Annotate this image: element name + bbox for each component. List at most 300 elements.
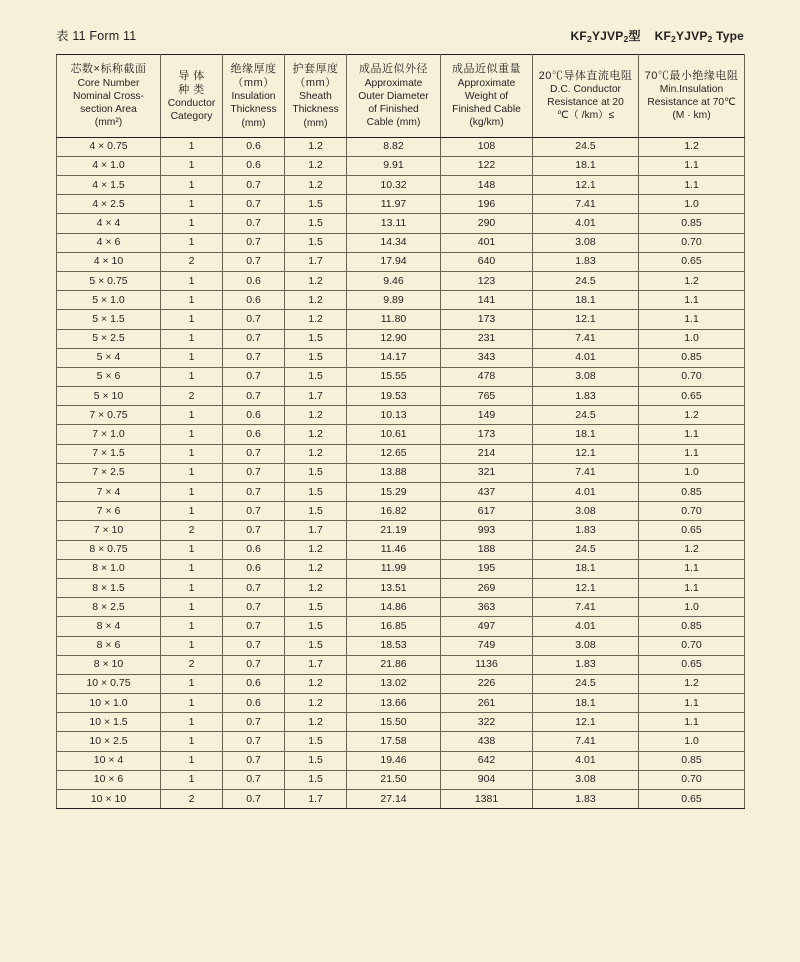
table-cell: 1 xyxy=(161,578,223,597)
table-cell: 16.82 xyxy=(347,502,441,521)
table-cell: 149 xyxy=(441,406,533,425)
table-cell: 12.1 xyxy=(533,444,639,463)
column-header-3 xyxy=(285,55,347,138)
table-cell: 16.85 xyxy=(347,617,441,636)
table-cell: 1.83 xyxy=(533,655,639,674)
table-cell: 0.6 xyxy=(223,559,285,578)
cell-core-size: 8 × 2.5 xyxy=(57,598,161,617)
cell-core-size: 10 × 4 xyxy=(57,751,161,770)
table-cell: 1.5 xyxy=(285,617,347,636)
table-row xyxy=(57,598,745,617)
table-cell: 1.1 xyxy=(639,291,745,310)
table-cell: 0.7 xyxy=(223,732,285,751)
table-row xyxy=(57,540,745,559)
table-cell: 3.08 xyxy=(533,502,639,521)
table-cell: 7.41 xyxy=(533,329,639,348)
table-cell: 231 xyxy=(441,329,533,348)
table-cell: 1 xyxy=(161,598,223,617)
table-cell: 0.6 xyxy=(223,674,285,693)
table-cell: 7.41 xyxy=(533,463,639,482)
table-cell: 401 xyxy=(441,233,533,252)
cell-core-size: 4 × 1.5 xyxy=(57,176,161,195)
table-cell: 1 xyxy=(161,425,223,444)
column-header-4 xyxy=(347,55,441,138)
table-cell: 0.7 xyxy=(223,233,285,252)
cell-core-size: 8 × 6 xyxy=(57,636,161,655)
table-cell: 1 xyxy=(161,559,223,578)
table-cell: 322 xyxy=(441,713,533,732)
table-cell: 1.1 xyxy=(639,559,745,578)
cell-core-size: 4 × 2.5 xyxy=(57,195,161,214)
column-header-en-line: Insulation xyxy=(231,91,276,103)
table-cell: 18.1 xyxy=(533,291,639,310)
table-cell: 1.2 xyxy=(285,559,347,578)
cell-core-size: 10 × 1.0 xyxy=(57,694,161,713)
table-cell: 904 xyxy=(441,770,533,789)
column-header-cn-line: 芯数×标称截面 xyxy=(70,63,147,76)
table-cell: 1.1 xyxy=(639,425,745,444)
table-cell: 122 xyxy=(441,156,533,175)
table-cell: 1.2 xyxy=(285,578,347,597)
table-cell: 1.5 xyxy=(285,483,347,502)
table-cell: 19.46 xyxy=(347,751,441,770)
table-cell: 18.1 xyxy=(533,559,639,578)
table-cell: 1 xyxy=(161,617,223,636)
table-cell: 363 xyxy=(441,598,533,617)
table-row xyxy=(57,444,745,463)
table-cell: 1.5 xyxy=(285,732,347,751)
table-cell: 15.29 xyxy=(347,483,441,502)
table-cell: 11.46 xyxy=(347,540,441,559)
table-cell: 1.5 xyxy=(285,751,347,770)
table-cell: 0.70 xyxy=(639,770,745,789)
table-cell: 4.01 xyxy=(533,214,639,233)
table-cell: 1.2 xyxy=(639,137,745,156)
table-cell: 13.11 xyxy=(347,214,441,233)
table-cell: 1 xyxy=(161,406,223,425)
table-cell: 14.34 xyxy=(347,233,441,252)
cell-core-size: 10 × 6 xyxy=(57,770,161,789)
cell-core-size: 7 × 1.0 xyxy=(57,425,161,444)
table-cell: 1 xyxy=(161,713,223,732)
table-cell: 1 xyxy=(161,463,223,482)
table-cell: 1 xyxy=(161,540,223,559)
table-cell: 1.2 xyxy=(639,674,745,693)
table-cell: 1.2 xyxy=(285,425,347,444)
cell-core-size: 10 × 1.5 xyxy=(57,713,161,732)
table-row xyxy=(57,176,745,195)
table-cell: 3.08 xyxy=(533,233,639,252)
table-cell: 15.55 xyxy=(347,367,441,386)
table-cell: 1.2 xyxy=(285,694,347,713)
table-cell: 4.01 xyxy=(533,751,639,770)
table-cell: 1.5 xyxy=(285,233,347,252)
table-cell: 1 xyxy=(161,674,223,693)
table-row xyxy=(57,713,745,732)
table-cell: 1.2 xyxy=(639,406,745,425)
column-header-cn-line: 导 体 xyxy=(178,69,205,82)
cell-core-size: 7 × 10 xyxy=(57,521,161,540)
column-header-2 xyxy=(223,55,285,138)
table-cell: 1.2 xyxy=(285,137,347,156)
table-cell: 1 xyxy=(161,137,223,156)
table-cell: 1 xyxy=(161,444,223,463)
table-cell: 12.1 xyxy=(533,176,639,195)
table-cell: 0.65 xyxy=(639,252,745,271)
table-cell: 0.85 xyxy=(639,617,745,636)
table-cell: 11.99 xyxy=(347,559,441,578)
table-row xyxy=(57,559,745,578)
table-cell: 1.5 xyxy=(285,502,347,521)
column-header-en-line: Finished Cable xyxy=(452,103,521,115)
column-header-en-line: Weight of xyxy=(464,90,509,102)
table-cell: 12.1 xyxy=(533,310,639,329)
table-cell: 4.01 xyxy=(533,348,639,367)
cell-core-size: 5 × 10 xyxy=(57,387,161,406)
table-cell: 1.7 xyxy=(285,790,347,809)
table-cell: 17.94 xyxy=(347,252,441,271)
table-cell: 19.53 xyxy=(347,387,441,406)
table-cell: 1.7 xyxy=(285,655,347,674)
table-cell: 1.5 xyxy=(285,214,347,233)
table-cell: 7.41 xyxy=(533,195,639,214)
table-cell: 0.7 xyxy=(223,252,285,271)
table-cell: 10.32 xyxy=(347,176,441,195)
table-cell: 0.7 xyxy=(223,636,285,655)
cable-type-cn: $KF_2YJVP_2$型 xyxy=(570,29,641,44)
table-row xyxy=(57,674,745,693)
table-cell: 173 xyxy=(441,425,533,444)
table-cell: 1.2 xyxy=(285,176,347,195)
table-cell: 0.7 xyxy=(223,655,285,674)
table-cell: 2 xyxy=(161,790,223,809)
column-header-cn-line: 20℃导体直流电阻 xyxy=(538,70,633,83)
table-cell: 12.1 xyxy=(533,713,639,732)
table-cell: 1.5 xyxy=(285,770,347,789)
table-row xyxy=(57,310,745,329)
cell-core-size: 10 × 10 xyxy=(57,790,161,809)
table-cell: 1 xyxy=(161,483,223,502)
table-cell: 1.1 xyxy=(639,310,745,329)
table-row xyxy=(57,387,745,406)
table-cell: 0.7 xyxy=(223,578,285,597)
table-cell: 0.85 xyxy=(639,214,745,233)
table-cell: 4.01 xyxy=(533,483,639,502)
table-cell: 1 xyxy=(161,636,223,655)
table-cell: 2 xyxy=(161,655,223,674)
table-header-row xyxy=(57,55,745,138)
column-header-en-line: Category xyxy=(170,110,213,122)
table-cell: 0.7 xyxy=(223,348,285,367)
table-cell: 0.7 xyxy=(223,367,285,386)
table-cell: 2 xyxy=(161,387,223,406)
table-cell: 148 xyxy=(441,176,533,195)
table-cell: 1.2 xyxy=(639,540,745,559)
cell-core-size: 8 × 10 xyxy=(57,655,161,674)
cell-core-size: 10 × 2.5 xyxy=(57,732,161,751)
table-cell: 321 xyxy=(441,463,533,482)
table-cell: 196 xyxy=(441,195,533,214)
table-cell: 12.65 xyxy=(347,444,441,463)
table-cell: 0.7 xyxy=(223,617,285,636)
table-row xyxy=(57,348,745,367)
column-header-en-line: Cable (mm) xyxy=(366,117,421,129)
column-header-0 xyxy=(57,55,161,138)
table-cell: 1 xyxy=(161,176,223,195)
cell-core-size: 8 × 4 xyxy=(57,617,161,636)
table-cell: 9.46 xyxy=(347,271,441,290)
table-cell: 1.1 xyxy=(639,176,745,195)
cell-core-size: 7 × 1.5 xyxy=(57,444,161,463)
table-cell: 0.65 xyxy=(639,790,745,809)
table-cell: 1.2 xyxy=(285,444,347,463)
table-cell: 1.5 xyxy=(285,463,347,482)
table-cell: 12.90 xyxy=(347,329,441,348)
table-cell: 1 xyxy=(161,348,223,367)
column-header-cn-line: 70℃最小绝缘电阻 xyxy=(644,70,739,83)
table-cell: 1.0 xyxy=(639,195,745,214)
table-cell: 1 xyxy=(161,751,223,770)
table-cell: 1 xyxy=(161,233,223,252)
table-cell: 108 xyxy=(441,137,533,156)
table-cell: 0.7 xyxy=(223,521,285,540)
table-cell: 0.6 xyxy=(223,291,285,310)
cell-core-size: 4 × 10 xyxy=(57,252,161,271)
column-header-cn-line: （mm） xyxy=(294,77,337,90)
table-cell: 993 xyxy=(441,521,533,540)
column-header-6 xyxy=(533,55,639,138)
table-row xyxy=(57,233,745,252)
table-cell: 1.0 xyxy=(639,463,745,482)
table-cell: 18.1 xyxy=(533,694,639,713)
table-cell: 0.70 xyxy=(639,233,745,252)
table-cell: 1.1 xyxy=(639,713,745,732)
table-cell: 0.70 xyxy=(639,636,745,655)
table-cell: 1 xyxy=(161,329,223,348)
table-cell: 0.85 xyxy=(639,751,745,770)
table-row xyxy=(57,694,745,713)
table-row xyxy=(57,137,745,156)
table-cell: 1.7 xyxy=(285,387,347,406)
table-cell: 0.6 xyxy=(223,156,285,175)
table-cell: 1.2 xyxy=(285,156,347,175)
table-row xyxy=(57,732,745,751)
cell-core-size: 8 × 0.75 xyxy=(57,540,161,559)
table-row xyxy=(57,790,745,809)
cell-core-size: 5 × 6 xyxy=(57,367,161,386)
table-cell: 13.66 xyxy=(347,694,441,713)
column-header-en-line: Thickness xyxy=(292,104,339,116)
form-number-label: 表 11 Form 11 xyxy=(56,29,137,43)
cell-core-size: 7 × 2.5 xyxy=(57,463,161,482)
table-cell: 1.5 xyxy=(285,636,347,655)
table-cell: 0.7 xyxy=(223,463,285,482)
table-cell: 0.7 xyxy=(223,770,285,789)
table-cell: 1.83 xyxy=(533,387,639,406)
table-cell: 123 xyxy=(441,271,533,290)
table-cell: 0.6 xyxy=(223,271,285,290)
column-header-en-line: Conductor xyxy=(167,97,216,109)
table-cell: 21.50 xyxy=(347,770,441,789)
column-header-7 xyxy=(639,55,745,138)
table-cell: 12.1 xyxy=(533,578,639,597)
table-cell: 0.6 xyxy=(223,137,285,156)
cell-core-size: 8 × 1.5 xyxy=(57,578,161,597)
table-cell: 24.5 xyxy=(533,271,639,290)
table-cell: 24.5 xyxy=(533,674,639,693)
cell-core-size: 5 × 2.5 xyxy=(57,329,161,348)
cell-core-size: 7 × 6 xyxy=(57,502,161,521)
table-cell: 17.58 xyxy=(347,732,441,751)
column-header-en-line: Approximate xyxy=(364,77,423,89)
table-cell: 15.50 xyxy=(347,713,441,732)
table-cell: 1.2 xyxy=(285,540,347,559)
table-cell: 1.7 xyxy=(285,521,347,540)
table-cell: 1 xyxy=(161,732,223,751)
table-cell: 0.7 xyxy=(223,444,285,463)
table-cell: 0.70 xyxy=(639,502,745,521)
table-cell: 214 xyxy=(441,444,533,463)
cell-core-size: 4 × 4 xyxy=(57,214,161,233)
cell-core-size: 8 × 1.0 xyxy=(57,559,161,578)
column-header-en-line: of Finished xyxy=(368,103,419,115)
cell-core-size: 4 × 6 xyxy=(57,233,161,252)
column-header-en-line: Resistance at 20 xyxy=(547,97,624,109)
table-cell: 1136 xyxy=(441,655,533,674)
page-header xyxy=(56,24,744,44)
table-cell: 10.61 xyxy=(347,425,441,444)
table-cell: 21.86 xyxy=(347,655,441,674)
table-cell: 0.7 xyxy=(223,195,285,214)
table-body xyxy=(57,137,745,809)
column-header-en-line: (kg/km) xyxy=(469,117,504,129)
table-row xyxy=(57,271,745,290)
table-cell: 0.6 xyxy=(223,540,285,559)
column-header-en-line: D.C. Conductor xyxy=(550,84,621,96)
table-cell: 13.02 xyxy=(347,674,441,693)
table-cell: 0.7 xyxy=(223,214,285,233)
table-cell: 1.2 xyxy=(285,406,347,425)
table-cell: 0.7 xyxy=(223,310,285,329)
table-cell: 0.7 xyxy=(223,387,285,406)
table-cell: 7.41 xyxy=(533,598,639,617)
table-cell: 749 xyxy=(441,636,533,655)
cell-core-size: 5 × 1.5 xyxy=(57,310,161,329)
table-cell: 1 xyxy=(161,214,223,233)
table-row xyxy=(57,770,745,789)
cable-type-en: $KF_2YJVP_2$ Type xyxy=(654,29,744,44)
table-cell: 4.01 xyxy=(533,617,639,636)
table-cell: 18.1 xyxy=(533,156,639,175)
table-row xyxy=(57,252,745,271)
table-cell: 0.7 xyxy=(223,483,285,502)
table-cell: 1381 xyxy=(441,790,533,809)
table-cell: 1.0 xyxy=(639,732,745,751)
table-cell: 1 xyxy=(161,291,223,310)
table-cell: 14.86 xyxy=(347,598,441,617)
table-cell: 290 xyxy=(441,214,533,233)
table-row xyxy=(57,578,745,597)
table-row xyxy=(57,655,745,674)
table-cell: 0.85 xyxy=(639,348,745,367)
table-cell: 13.51 xyxy=(347,578,441,597)
table-cell: 13.88 xyxy=(347,463,441,482)
table-cell: 195 xyxy=(441,559,533,578)
table-cell: 1.5 xyxy=(285,329,347,348)
table-row xyxy=(57,291,745,310)
table-cell: 0.7 xyxy=(223,329,285,348)
column-header-en-line: Outer Diameter xyxy=(358,90,429,102)
column-header-en-line: (mm) xyxy=(241,117,266,129)
table-cell: 21.19 xyxy=(347,521,441,540)
column-header-5 xyxy=(441,55,533,138)
table-row xyxy=(57,483,745,502)
column-header-en-line: (mm²) xyxy=(94,117,123,129)
column-header-en-line: section Area xyxy=(80,103,137,115)
table-cell: 188 xyxy=(441,540,533,559)
column-header-cn-line: （mm） xyxy=(232,77,275,90)
table-cell: 261 xyxy=(441,694,533,713)
column-header-1 xyxy=(161,55,223,138)
table-cell: 640 xyxy=(441,252,533,271)
table-cell: 1.5 xyxy=(285,348,347,367)
table-row xyxy=(57,156,745,175)
table-cell: 437 xyxy=(441,483,533,502)
table-cell: 141 xyxy=(441,291,533,310)
table-cell: 0.85 xyxy=(639,483,745,502)
table-cell: 1.2 xyxy=(285,291,347,310)
table-cell: 0.7 xyxy=(223,502,285,521)
table-cell: 0.7 xyxy=(223,598,285,617)
table-row xyxy=(57,367,745,386)
table-cell: 11.97 xyxy=(347,195,441,214)
table-cell: 269 xyxy=(441,578,533,597)
table-row xyxy=(57,502,745,521)
table-cell: 24.5 xyxy=(533,540,639,559)
table-cell: 1.1 xyxy=(639,444,745,463)
table-row xyxy=(57,751,745,770)
table-cell: 24.5 xyxy=(533,137,639,156)
table-cell: 0.70 xyxy=(639,367,745,386)
table-cell: 0.7 xyxy=(223,713,285,732)
cell-core-size: 4 × 0.75 xyxy=(57,137,161,156)
column-header-cn-line: 成品近似外径 xyxy=(359,63,428,76)
table-row xyxy=(57,195,745,214)
table-row xyxy=(57,521,745,540)
column-header-en-line: Min.Insulation xyxy=(659,84,724,96)
table-cell: 0.65 xyxy=(639,387,745,406)
cable-specification-table xyxy=(56,54,745,809)
cell-core-size: 5 × 4 xyxy=(57,348,161,367)
cell-core-size: 5 × 0.75 xyxy=(57,271,161,290)
table-cell: 2 xyxy=(161,521,223,540)
table-row xyxy=(57,617,745,636)
cell-core-size: 7 × 4 xyxy=(57,483,161,502)
table-cell: 1.2 xyxy=(285,271,347,290)
table-cell: 0.6 xyxy=(223,406,285,425)
table-cell: 478 xyxy=(441,367,533,386)
cable-type-label xyxy=(571,27,744,44)
column-header-cn-line: 种 类 xyxy=(178,83,205,96)
table-row xyxy=(57,636,745,655)
table-row xyxy=(57,425,745,444)
table-cell: 1.5 xyxy=(285,367,347,386)
cell-core-size: 4 × 1.0 xyxy=(57,156,161,175)
table-row xyxy=(57,463,745,482)
table-cell: 1.1 xyxy=(639,156,745,175)
table-cell: 438 xyxy=(441,732,533,751)
table-cell: 18.53 xyxy=(347,636,441,655)
